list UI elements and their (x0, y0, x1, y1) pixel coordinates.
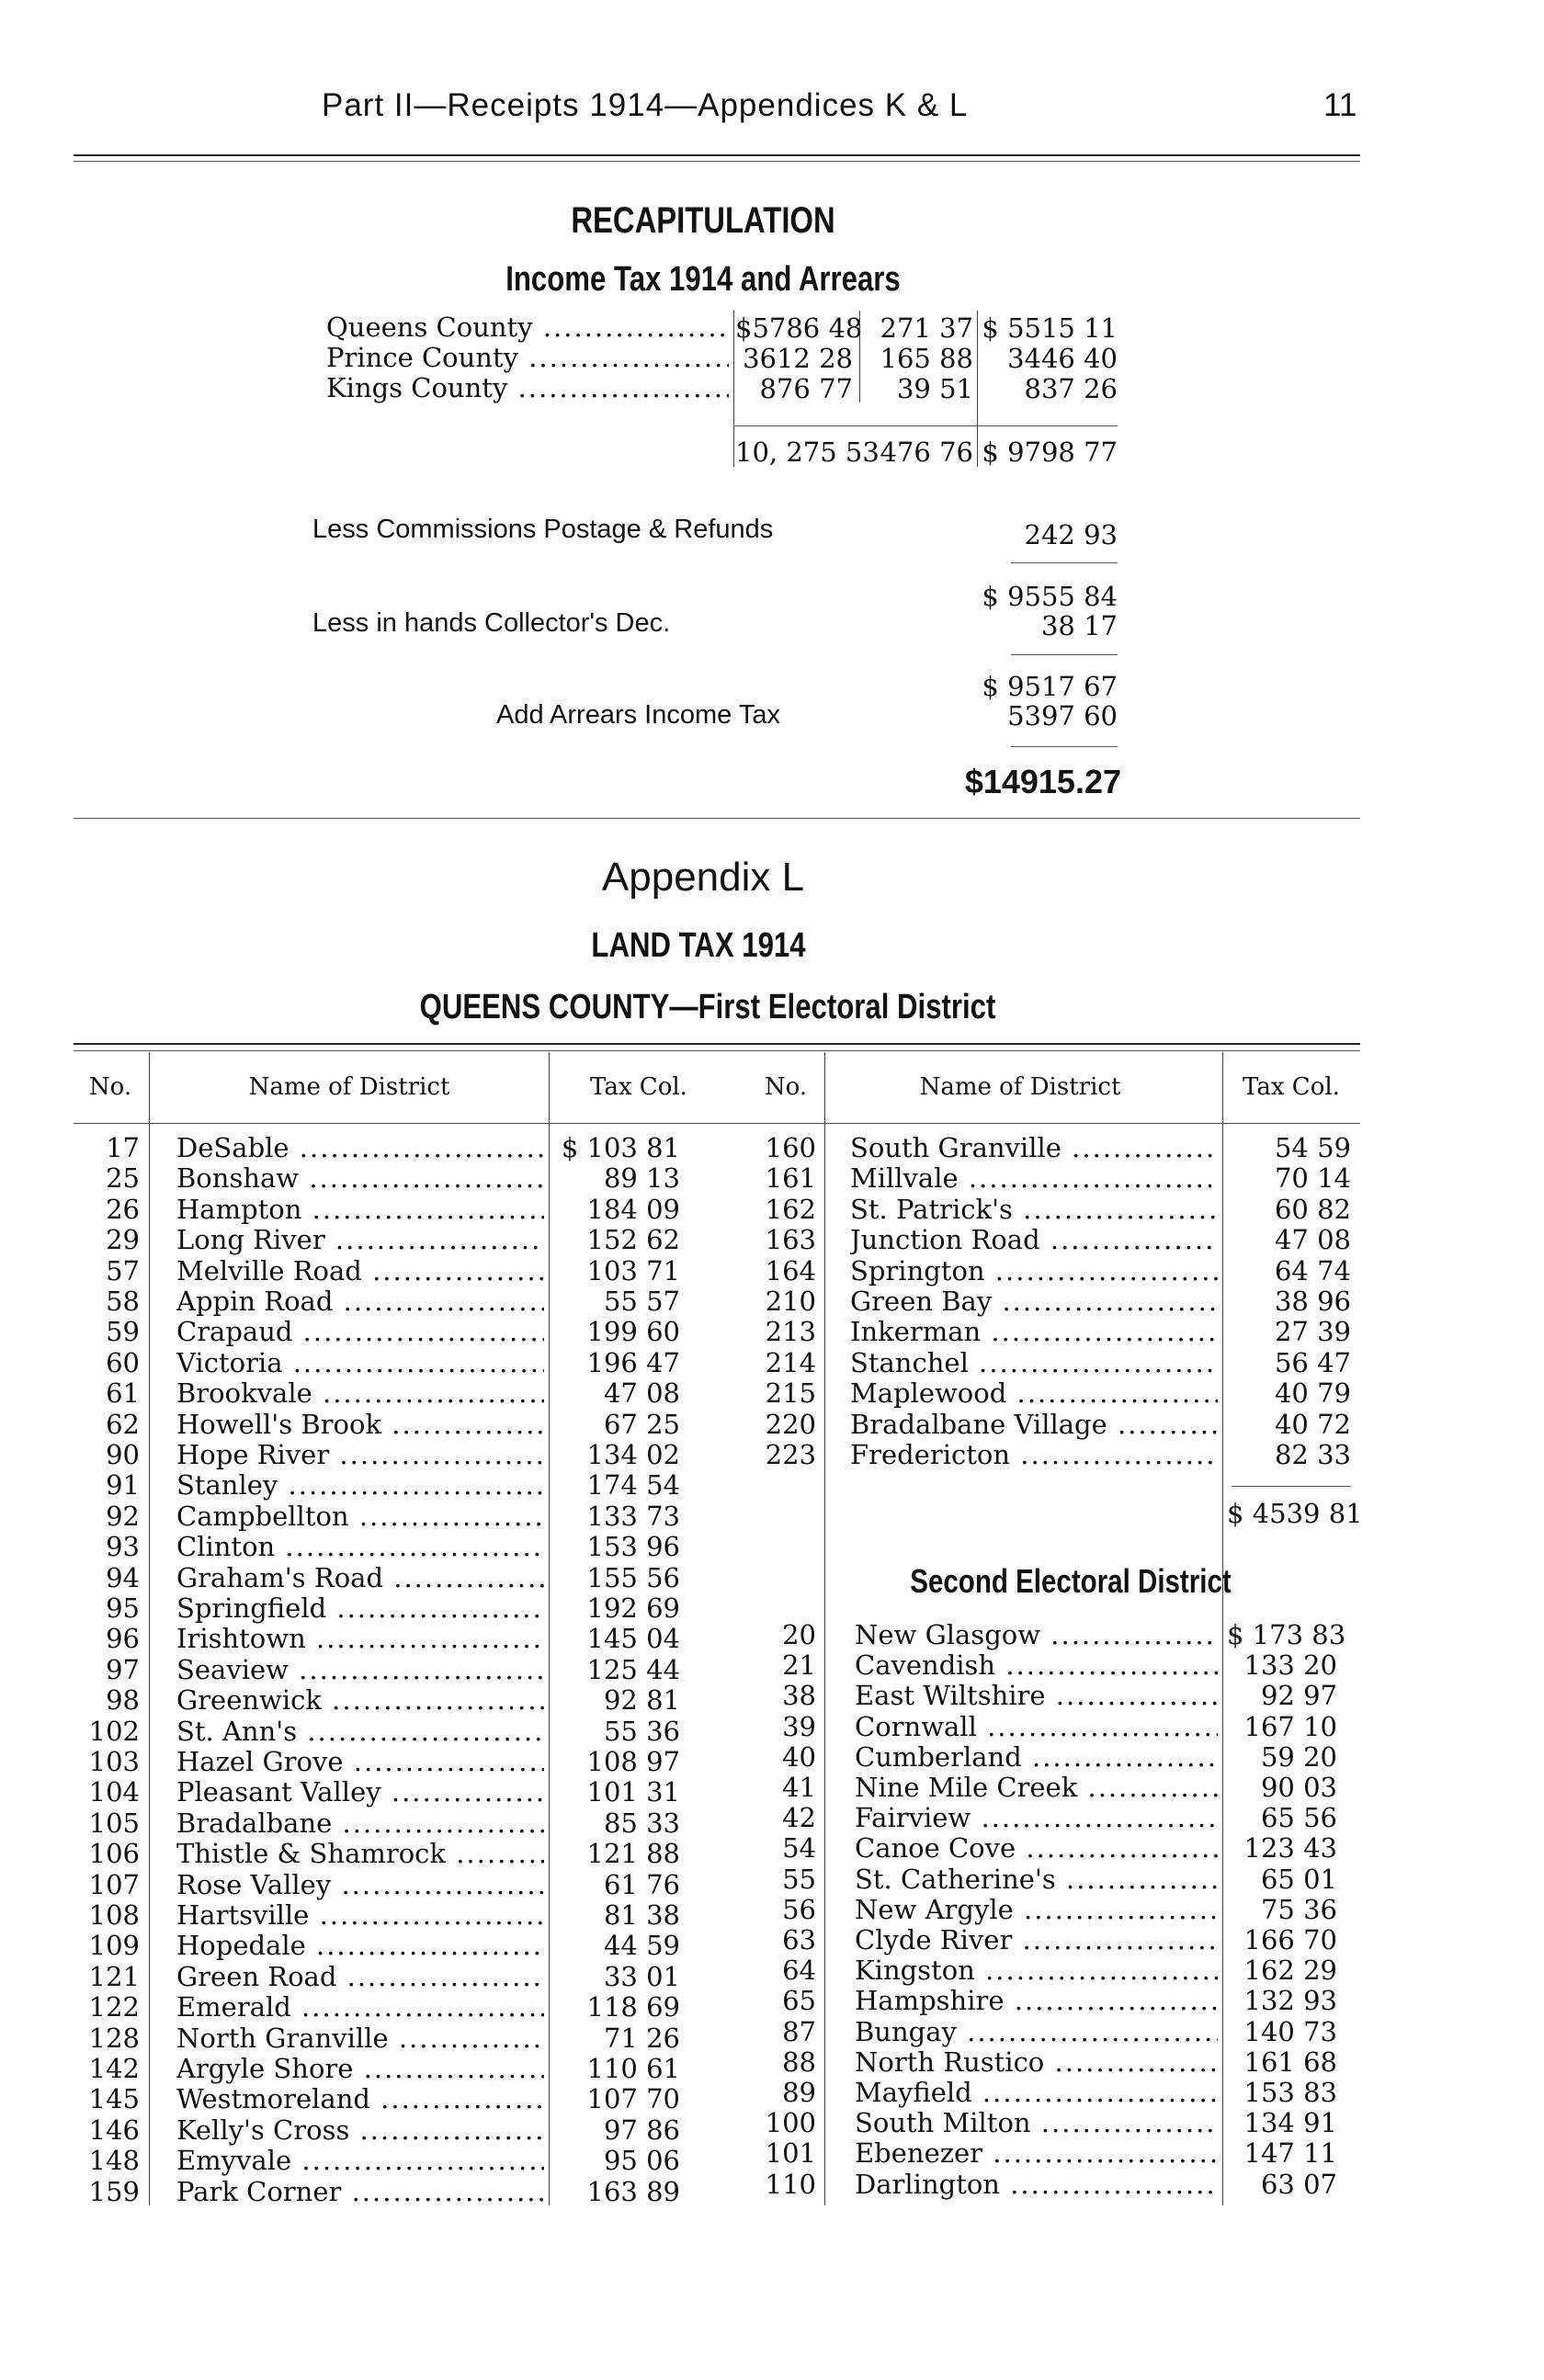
recap-total-c: $ 9798 77 (982, 436, 1118, 468)
district-name: Campbellton ..... (176, 1502, 544, 1532)
tax-collected: 71 26 (603, 2022, 680, 2054)
tax-collected: 107 70 (586, 2083, 680, 2115)
tax-collected: 90 03 (1260, 1772, 1337, 1803)
district-name: Nine Mile Creek ..... (855, 1773, 1218, 1803)
tax-collected: 134 02 (586, 1439, 680, 1470)
tax-collected: 162 29 (1243, 1955, 1337, 1987)
table-row (0, 2138, 1544, 2169)
recap-title: RECAPITULATION (571, 200, 835, 241)
tax-collected: 153 83 (1243, 2077, 1337, 2108)
district-number: 106 (88, 1838, 140, 1870)
tax-collected: 56 47 (1274, 1346, 1351, 1378)
tax-collected: 199 60 (586, 1316, 680, 1348)
district-number: 41 (782, 1772, 816, 1803)
rule-1 (1011, 562, 1118, 563)
tax-collected: 145 04 (586, 1623, 680, 1655)
recap-value-a: 3612 28 (743, 343, 853, 374)
district-number: 42 (782, 1802, 816, 1834)
add-arrears-value: 5397 60 (1007, 700, 1118, 731)
tax-collected: 55 57 (603, 1286, 680, 1317)
table-row (0, 1286, 1544, 1317)
district-number: 223 (765, 1439, 816, 1470)
district-name: South Granville ..... (850, 1133, 1218, 1163)
district-number: 25 (106, 1162, 140, 1195)
table-row (0, 1650, 1544, 1681)
tax-collected: 81 38 (603, 1899, 680, 1931)
district-number: 161 (765, 1162, 816, 1195)
district-number: 29 (106, 1224, 140, 1256)
district-number: 105 (88, 1807, 140, 1839)
district-number: 21 (782, 1649, 816, 1682)
tax-collected: 61 76 (603, 1868, 680, 1900)
district-name: Hampshire ..... (855, 1986, 1218, 2016)
district-number: 162 (765, 1193, 816, 1225)
col-tax-left: Tax Col. (590, 1073, 687, 1101)
table-row (0, 2047, 1544, 2078)
tax-collected: 147 11 (1243, 2137, 1337, 2170)
tax-collected: 153 96 (586, 1531, 680, 1563)
tax-collected: 33 01 (603, 1960, 680, 1992)
district-number: 88 (782, 2046, 816, 2078)
table-header-rule (74, 1123, 1360, 1124)
district-name: Victoria ..... (176, 1348, 544, 1378)
tax-collected: 155 56 (586, 1561, 680, 1593)
district-name: Clinton ..... (176, 1532, 544, 1562)
district-number: 39 (782, 1710, 816, 1742)
tax-collected: 60 82 (1274, 1193, 1351, 1225)
district-number: 101 (765, 2137, 816, 2170)
table-row (0, 1317, 1544, 1347)
district-number: 100 (765, 2107, 816, 2139)
district-name: North Rustico ..... (855, 2047, 1218, 2078)
tax-collected: 70 14 (1274, 1162, 1351, 1195)
table-row (0, 1833, 1544, 1864)
recap-value-b: 165 88 (880, 343, 973, 374)
tax-collected: 97 86 (603, 2114, 680, 2146)
table-row (0, 1532, 1544, 1562)
col-name-left: Name of District (248, 1073, 450, 1101)
district-number: 210 (765, 1286, 816, 1317)
table-row (0, 1378, 1544, 1409)
tax-collected: 27 39 (1274, 1316, 1351, 1348)
table-row (0, 2078, 1544, 2108)
recap-value-c: $ 5515 11 (982, 312, 1118, 344)
tax-collected: 125 44 (586, 1653, 680, 1685)
district-name: Inkerman ..... (850, 1317, 1218, 1347)
appendix-title: Appendix L (601, 855, 805, 900)
table-row (0, 1195, 1544, 1225)
district-number: 87 (782, 2015, 816, 2047)
recap-value-c: 3446 40 (1007, 343, 1118, 374)
tax-collected: 47 08 (1274, 1224, 1351, 1256)
district-number: 215 (765, 1377, 816, 1410)
district-name: North Granville ..... (176, 2023, 544, 2054)
tax-collected: 192 69 (586, 1592, 680, 1624)
recap-total-b: 476 76 (880, 436, 973, 468)
district-name: DeSable ..... (176, 1133, 544, 1163)
district-name: Hopedale ..... (176, 1931, 544, 1961)
district-name: Bradalbane ..... (176, 1808, 544, 1839)
district-number: 159 (88, 2175, 140, 2207)
district-number: 95 (106, 1592, 140, 1624)
tax-collected: 44 59 (603, 1930, 680, 1962)
district-number: 220 (765, 1408, 816, 1440)
tax-collected: 174 54 (586, 1469, 680, 1502)
table-row (0, 1895, 1544, 1925)
district-name: Fairview ..... (855, 1803, 1218, 1833)
district-name: Park Corner ..... (176, 2177, 544, 2207)
district-number: 55 (782, 1863, 816, 1895)
tax-collected: 65 01 (1260, 1863, 1337, 1895)
header-rule (74, 154, 1360, 156)
district-name: Bonshaw ..... (176, 1163, 544, 1194)
district-number: 58 (106, 1286, 140, 1317)
district-number: 121 (88, 1960, 140, 1992)
table-row (0, 1133, 1544, 1163)
district-number: 91 (106, 1469, 140, 1502)
district-name: Millvale ..... (850, 1163, 1218, 1194)
district-number: 109 (88, 1930, 140, 1962)
district-number: 17 (106, 1132, 140, 1163)
grand-total: $14915.27 (964, 763, 1121, 800)
district-name: Westmoreland ..... (176, 2084, 544, 2114)
district-name: Springfield ..... (176, 1593, 544, 1624)
tax-collected: 123 43 (1243, 1832, 1337, 1864)
tax-collected: 92 81 (603, 1684, 680, 1717)
district-number: 40 (782, 1740, 816, 1773)
district-name: Greenwick ..... (176, 1685, 544, 1716)
district-number: 64 (782, 1955, 816, 1987)
recap-subtitle: Income Tax 1914 and Arrears (505, 260, 901, 299)
district-name: Maplewood ..... (850, 1378, 1218, 1409)
tax-collected: 121 88 (586, 1838, 680, 1870)
district-name: South Milton ..... (855, 2108, 1218, 2138)
first-district-total: $ 4539 81 (1227, 1498, 1363, 1529)
table-row (0, 2170, 1544, 2200)
district-number: 146 (88, 2114, 140, 2146)
district-name: Fredericton ..... (850, 1440, 1218, 1470)
tax-collected: 132 93 (1243, 1985, 1337, 2017)
district-name: Cumberland ..... (855, 1742, 1218, 1773)
district-number: 148 (88, 2145, 140, 2177)
tax-collected: 75 36 (1260, 1893, 1337, 1925)
tax-collected: 67 25 (603, 1408, 680, 1440)
district-name: Appin Road ..... (176, 1286, 544, 1317)
district-name: Green Road ..... (176, 1962, 544, 1992)
district-name: St. Ann's ..... (176, 1717, 544, 1747)
less-commissions-label: Less Commissions Postage & Refunds (312, 515, 774, 544)
tax-collected: 184 09 (586, 1193, 680, 1225)
tax-collected: 140 73 (1243, 2015, 1337, 2047)
district-number: 93 (106, 1531, 140, 1563)
district-number: 97 (106, 1653, 140, 1685)
district-number: 128 (88, 2022, 140, 2054)
recap-sum-rule (733, 425, 1118, 426)
recap-value-a: $5786 48 (735, 312, 863, 344)
add-arrears-label: Add Arrears Income Tax (496, 700, 780, 730)
district-name: Darlington ..... (855, 2170, 1218, 2200)
table-row (0, 1742, 1544, 1773)
district-name: Hazel Grove ..... (176, 1747, 544, 1777)
tax-collected: 152 62 (586, 1224, 680, 1256)
table-row (0, 2017, 1544, 2047)
tax-collected: 95 06 (603, 2145, 680, 2177)
subtotal-1: $ 9555 84 (982, 581, 1118, 612)
tax-collected: $ 103 81 (561, 1132, 680, 1163)
district-name: St. Patrick's ..... (850, 1195, 1218, 1225)
district-number: 108 (88, 1899, 140, 1931)
district-name: Canoe Cove ..... (855, 1833, 1218, 1864)
district-name: Thistle & Shamrock ..... (176, 1839, 544, 1869)
table-top-rule (74, 1043, 1360, 1045)
district-name: Mayfield ..... (855, 2078, 1218, 2108)
district-name: Cornwall ..... (855, 1712, 1218, 1742)
tax-collected: 101 31 (586, 1776, 680, 1808)
district-number: 107 (88, 1868, 140, 1900)
first-total-rule (1232, 1486, 1351, 1487)
tax-collected: 82 33 (1274, 1439, 1351, 1470)
second-district-title: Second Electoral District (910, 1562, 1232, 1600)
district-number: 110 (765, 2168, 816, 2200)
tax-collected: 89 13 (603, 1162, 680, 1195)
district-number: 54 (782, 1832, 816, 1864)
district-number: 164 (765, 1254, 816, 1286)
district-name: St. Catherine's ..... (855, 1864, 1218, 1895)
district-name: Brookvale ..... (176, 1378, 544, 1409)
district-name: Rose Valley ..... (176, 1870, 544, 1900)
tax-collected: 40 72 (1274, 1408, 1351, 1440)
district-number: 61 (106, 1377, 140, 1410)
tax-collected: 92 97 (1260, 1680, 1337, 1712)
table-row (0, 1681, 1544, 1711)
district-number: 63 (782, 1924, 816, 1955)
tax-collected: 133 73 (586, 1500, 680, 1532)
tax-collected: 166 70 (1243, 1924, 1337, 1955)
district-name: Stanchel ..... (850, 1348, 1218, 1378)
tax-collected: 64 74 (1274, 1254, 1351, 1286)
district-number: 26 (106, 1193, 140, 1225)
district-name: Cavendish ..... (855, 1650, 1218, 1681)
district-name: Long River ..... (176, 1225, 544, 1255)
section-rule (74, 818, 1360, 819)
district-number: 96 (106, 1623, 140, 1655)
district-number: 89 (782, 2077, 816, 2108)
district-number: 92 (106, 1500, 140, 1532)
district-number: 104 (88, 1776, 140, 1808)
district-number: 65 (782, 1985, 816, 2017)
table-row (0, 2108, 1544, 2138)
tax-collected: 47 08 (603, 1377, 680, 1410)
recap-total-a: 10, 275 53 (735, 436, 880, 468)
recap-vline-1 (733, 311, 734, 467)
recap-county-name: Kings County ..... (326, 373, 729, 403)
rule-3 (1011, 746, 1118, 747)
district-name: Clyde River ..... (855, 1925, 1218, 1955)
tax-collected: 108 97 (586, 1746, 680, 1777)
table-row (0, 1773, 1544, 1803)
table-row (0, 1163, 1544, 1194)
table-row (0, 1563, 1544, 1593)
table-row (0, 1410, 1544, 1440)
tax-collected: 38 96 (1274, 1286, 1351, 1317)
less-commissions-value: 242 93 (1024, 519, 1118, 550)
tax-collected: 55 36 (603, 1715, 680, 1747)
district-number: 38 (782, 1680, 816, 1712)
district-name: Springton ..... (850, 1256, 1218, 1286)
district-name: Emyvale ..... (176, 2146, 544, 2176)
table-row (0, 1986, 1544, 2016)
tax-collected: $ 173 83 (1227, 1619, 1346, 1650)
district-number: 60 (106, 1346, 140, 1378)
district-name: Green Bay ..... (850, 1286, 1218, 1317)
district-number: 62 (106, 1408, 140, 1440)
district-number: 103 (88, 1746, 140, 1777)
district-number: 59 (106, 1316, 140, 1348)
tax-collected: 161 68 (1243, 2046, 1337, 2078)
district-name: Argyle Shore ..... (176, 2054, 544, 2084)
district-name: East Wiltshire ..... (855, 1681, 1218, 1711)
recap-county-name: Prince County ..... (326, 343, 729, 373)
tax-collected: 110 61 (586, 2053, 680, 2084)
district-number: 213 (765, 1316, 816, 1348)
table-row (0, 1925, 1544, 1955)
recap-value-b: 39 51 (896, 373, 973, 404)
district-name: Hampton ..... (176, 1195, 544, 1225)
col-name-right: Name of District (919, 1073, 1121, 1101)
recap-vline-2 (859, 311, 860, 402)
tax-collected: 65 56 (1260, 1802, 1337, 1834)
district-name: Crapaud ..... (176, 1317, 544, 1347)
district-name: Emerald ..... (176, 1992, 544, 2023)
recap-county-name: Queens County ..... (326, 312, 729, 343)
district-name: Seaview ..... (176, 1655, 544, 1685)
district-name: Junction Road ..... (850, 1225, 1218, 1255)
tax-collected: 40 79 (1274, 1377, 1351, 1410)
tax-collected: 133 20 (1243, 1649, 1337, 1682)
tax-collected: 118 69 (586, 1991, 680, 2023)
district-name: New Argyle ..... (855, 1895, 1218, 1925)
subtotal-2: $ 9517 67 (982, 671, 1118, 702)
district-name: Hope River ..... (176, 1440, 544, 1470)
tax-collected: 167 10 (1243, 1710, 1337, 1742)
district-name: Kingston ..... (855, 1955, 1218, 1986)
table-row (0, 1864, 1544, 1895)
district-number: 57 (106, 1254, 140, 1286)
district-number: 56 (782, 1893, 816, 1925)
col-no-left: No. (88, 1073, 132, 1101)
tax-collected: 163 89 (586, 2175, 680, 2207)
tax-collected: 63 07 (1260, 2168, 1337, 2200)
tax-collected: 103 71 (586, 1254, 680, 1286)
district-name: Stanley ..... (176, 1470, 544, 1501)
col-tax-right: Tax Col. (1243, 1073, 1340, 1101)
table-row (0, 1955, 1544, 1986)
district-number: 122 (88, 1991, 140, 2023)
district-number: 20 (782, 1619, 816, 1650)
district-number: 214 (765, 1346, 816, 1378)
tax-collected: 134 91 (1243, 2107, 1337, 2139)
table-row (0, 1803, 1544, 1833)
district-name: Pleasant Valley ..... (176, 1777, 544, 1808)
col-no-right: No. (764, 1073, 808, 1101)
page-number: 11 (1323, 87, 1357, 123)
district-name: New Glasgow ..... (855, 1620, 1218, 1650)
district-name: Melville Road ..... (176, 1256, 544, 1286)
less-hands-value: 38 17 (1040, 610, 1118, 641)
table-row (0, 1712, 1544, 1742)
tax-collected: 54 59 (1274, 1132, 1351, 1163)
district-name: Ebenezer ..... (855, 2138, 1218, 2169)
district-number: 94 (106, 1561, 140, 1593)
district-name: Kelly's Cross ..... (176, 2115, 544, 2146)
less-hands-label: Less in hands Collector's Dec. (312, 608, 671, 638)
header-rule-thin (74, 161, 1360, 162)
district-name: Howell's Brook ..... (176, 1410, 544, 1440)
district-name: Bungay ..... (855, 2017, 1218, 2047)
rule-2 (1011, 654, 1118, 655)
tax-collected: 85 33 (603, 1807, 680, 1839)
tax-collected: 59 20 (1260, 1740, 1337, 1773)
district-number: 90 (106, 1439, 140, 1470)
table-row (0, 1440, 1544, 1470)
recap-value-b: 271 37 (880, 312, 973, 344)
table-row (0, 1256, 1544, 1286)
district-name: Irishtown ..... (176, 1624, 544, 1654)
district-number: 160 (765, 1132, 816, 1163)
table-top-rule-thin (74, 1050, 1360, 1051)
recap-value-a: 876 77 (759, 373, 853, 404)
district-number: 98 (106, 1684, 140, 1717)
district-number: 102 (88, 1715, 140, 1747)
section-title: QUEENS COUNTY—First Electoral District (419, 988, 996, 1026)
district-number: 145 (88, 2083, 140, 2115)
appendix-subtitle: LAND TAX 1914 (591, 926, 806, 965)
district-number: 163 (765, 1224, 816, 1256)
table-row (0, 1348, 1544, 1378)
running-header: Part II—Receipts 1914—Appendices K & L (322, 87, 969, 123)
district-name: Hartsville ..... (176, 1900, 544, 1931)
table-row (0, 1225, 1544, 1255)
tax-collected: 196 47 (586, 1346, 680, 1378)
recap-value-c: 837 26 (1024, 373, 1118, 404)
table-row (0, 1620, 1544, 1650)
district-number: 142 (88, 2053, 140, 2084)
district-name: Bradalbane Village ..... (850, 1410, 1218, 1440)
district-name: Graham's Road ..... (176, 1563, 544, 1593)
